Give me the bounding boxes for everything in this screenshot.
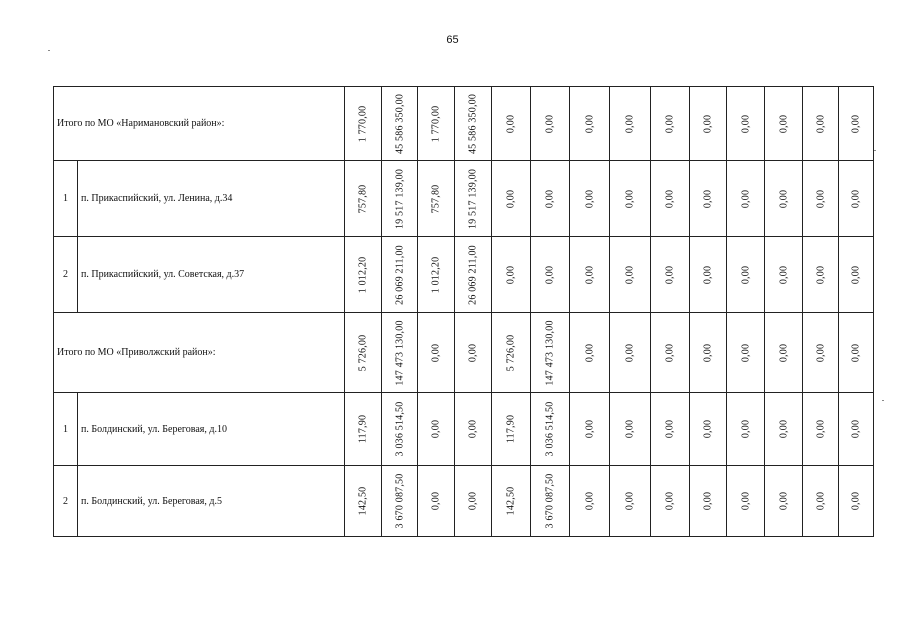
value-cell [610, 161, 651, 237]
value-text: 147 473 130,00 [394, 319, 405, 386]
value-cell [345, 87, 382, 161]
address-cell: п. Прикаспийский, ул. Ленина, д.34 [78, 161, 345, 237]
value-text: 0,00 [850, 343, 862, 362]
value-cell [492, 237, 531, 313]
value-cell [570, 466, 610, 537]
value-text: 3 670 087,50 [544, 473, 556, 529]
value-cell [492, 393, 531, 466]
value-text: 0,00 [702, 343, 714, 362]
table-row [54, 393, 874, 466]
value-cell [765, 393, 803, 466]
value-cell [690, 237, 727, 313]
value-cell [651, 313, 690, 393]
value-text: 19 517 139,00 [467, 168, 479, 229]
value-text: 0,00 [778, 189, 789, 208]
value-cell [492, 313, 531, 393]
scan-speck [874, 150, 876, 151]
value-text: 142,50 [357, 486, 369, 516]
value-text: 0,00 [430, 343, 442, 362]
value-cell [765, 313, 803, 393]
value-cell [531, 161, 570, 237]
value-text: 5 726,00 [357, 334, 369, 371]
value-cell [418, 87, 455, 161]
value-text: 3 036 514,50 [394, 401, 405, 457]
value-cell [492, 87, 531, 161]
value-text: 26 069 211,00 [394, 244, 405, 305]
value-cell [727, 313, 765, 393]
value-cell [570, 313, 610, 393]
value-text: 0,00 [740, 419, 751, 439]
value-text: 0,00 [740, 343, 751, 362]
value-text: 0,00 [815, 265, 826, 284]
value-text: 0,00 [544, 265, 556, 284]
value-text: 757,80 [357, 184, 369, 213]
value-cell [610, 313, 651, 393]
row-number: 1 [54, 393, 78, 466]
value-cell [382, 393, 418, 466]
value-cell [382, 466, 418, 537]
value-text: 0,00 [664, 114, 676, 133]
value-cell [839, 393, 874, 466]
value-cell [455, 393, 492, 466]
value-cell [727, 237, 765, 313]
value-cell [765, 237, 803, 313]
value-cell [727, 161, 765, 237]
value-cell [690, 313, 727, 393]
value-text: 3 670 087,50 [394, 473, 405, 529]
table-row [54, 466, 874, 537]
value-text: 0,00 [702, 491, 714, 511]
value-text: 0,00 [740, 114, 751, 133]
address-cell: п. Болдинский, ул. Береговая, д.5 [78, 466, 345, 537]
value-cell [570, 393, 610, 466]
value-text: 117,90 [505, 414, 517, 444]
total-row [54, 87, 874, 161]
value-cell [803, 313, 839, 393]
value-text: 1 770,00 [430, 105, 442, 142]
value-text: 0,00 [850, 491, 862, 511]
value-cell [455, 466, 492, 537]
value-cell [492, 466, 531, 537]
table-row [54, 237, 874, 313]
value-text: 0,00 [584, 419, 595, 439]
value-cell [727, 87, 765, 161]
value-text: 1 012,20 [430, 256, 442, 293]
value-cell [455, 87, 492, 161]
data-table [53, 86, 874, 537]
value-cell [345, 313, 382, 393]
value-text: 0,00 [778, 343, 789, 362]
value-cell [570, 237, 610, 313]
value-cell [839, 87, 874, 161]
value-text: 0,00 [815, 491, 826, 511]
value-text: 0,00 [430, 491, 442, 511]
value-text: 0,00 [702, 114, 714, 133]
value-text: 26 069 211,00 [467, 244, 479, 305]
value-text: 0,00 [584, 265, 595, 284]
value-cell [492, 161, 531, 237]
value-text: 117,90 [357, 414, 369, 444]
value-cell [382, 237, 418, 313]
value-text: 0,00 [850, 265, 862, 284]
value-cell [570, 87, 610, 161]
value-text: 5 726,00 [505, 334, 517, 371]
value-cell [651, 466, 690, 537]
value-text: 0,00 [815, 419, 826, 439]
value-text: 0,00 [850, 419, 862, 439]
value-text: 0,00 [778, 419, 789, 439]
value-text: 0,00 [467, 343, 479, 362]
value-text: 0,00 [664, 343, 676, 362]
value-text: 142,50 [505, 486, 517, 516]
value-cell [455, 161, 492, 237]
value-text: 0,00 [664, 265, 676, 284]
value-cell [610, 237, 651, 313]
value-cell [610, 393, 651, 466]
value-text: 0,00 [702, 189, 714, 208]
value-cell [382, 87, 418, 161]
value-text: 0,00 [505, 114, 517, 133]
value-text: 1 770,00 [357, 105, 369, 142]
value-text: 0,00 [624, 114, 636, 133]
value-text: 0,00 [815, 343, 826, 362]
value-text: 0,00 [740, 265, 751, 284]
value-cell [803, 466, 839, 537]
value-text: 0,00 [664, 419, 676, 439]
value-cell [727, 393, 765, 466]
row-number: 1 [54, 161, 78, 237]
value-text: 0,00 [740, 491, 751, 511]
row-number: 2 [54, 466, 78, 537]
value-cell [531, 237, 570, 313]
value-cell [839, 237, 874, 313]
value-text: 0,00 [467, 491, 479, 511]
value-cell [610, 87, 651, 161]
value-cell [803, 87, 839, 161]
value-text: 45 586 350,00 [394, 93, 405, 154]
scan-speck [48, 50, 50, 51]
value-text: 0,00 [624, 419, 636, 439]
address-cell: п. Прикаспийский, ул. Советская, д.37 [78, 237, 345, 313]
value-text: 0,00 [430, 419, 442, 439]
value-text: 0,00 [664, 189, 676, 208]
value-cell [803, 237, 839, 313]
value-cell [531, 393, 570, 466]
value-text: 0,00 [778, 114, 789, 133]
value-cell [345, 466, 382, 537]
value-cell [839, 313, 874, 393]
value-cell [455, 313, 492, 393]
value-text: 0,00 [624, 189, 636, 208]
value-cell [690, 466, 727, 537]
value-cell [531, 466, 570, 537]
value-text: 0,00 [740, 189, 751, 208]
value-cell [727, 466, 765, 537]
value-cell [570, 161, 610, 237]
value-cell [610, 466, 651, 537]
value-cell [690, 87, 727, 161]
total-label: Итого по МО «Наримановский район»: [54, 87, 345, 161]
value-text: 0,00 [584, 114, 595, 133]
value-cell [803, 161, 839, 237]
value-text: 0,00 [624, 491, 636, 511]
value-text: 0,00 [584, 189, 595, 208]
value-cell [418, 466, 455, 537]
value-text: 0,00 [505, 265, 517, 284]
value-text: 757,80 [430, 184, 442, 213]
value-cell [651, 161, 690, 237]
value-cell [690, 393, 727, 466]
value-cell [839, 466, 874, 537]
value-cell [531, 87, 570, 161]
scan-speck [882, 400, 884, 401]
value-text: 0,00 [467, 419, 479, 439]
value-cell [345, 161, 382, 237]
value-text: 0,00 [664, 491, 676, 511]
value-text: 147 473 130,00 [544, 319, 556, 386]
value-text: 0,00 [778, 265, 789, 284]
value-text: 19 517 139,00 [394, 168, 405, 229]
value-text: 0,00 [544, 114, 556, 133]
address-cell: п. Болдинский, ул. Береговая, д.10 [78, 393, 345, 466]
value-text: 0,00 [850, 189, 862, 208]
total-row [54, 313, 874, 393]
value-text: 0,00 [544, 189, 556, 208]
value-text: 0,00 [850, 114, 862, 133]
row-number: 2 [54, 237, 78, 313]
value-cell [765, 161, 803, 237]
value-cell [382, 313, 418, 393]
value-cell [765, 466, 803, 537]
value-text: 0,00 [778, 491, 789, 511]
value-cell [765, 87, 803, 161]
value-cell [651, 393, 690, 466]
value-cell [651, 87, 690, 161]
page-number: 65 [446, 34, 459, 46]
value-text: 0,00 [584, 343, 595, 362]
table-row [54, 161, 874, 237]
value-text: 0,00 [815, 114, 826, 133]
table-body [54, 87, 874, 537]
value-text: 0,00 [584, 491, 595, 511]
value-cell [345, 237, 382, 313]
value-cell [418, 393, 455, 466]
value-cell [803, 393, 839, 466]
value-cell [651, 237, 690, 313]
value-cell [839, 161, 874, 237]
value-cell [345, 393, 382, 466]
value-text: 0,00 [624, 343, 636, 362]
value-text: 0,00 [624, 265, 636, 284]
value-text: 0,00 [505, 189, 517, 208]
value-text: 1 012,20 [357, 256, 369, 293]
value-cell [418, 313, 455, 393]
value-text: 3 036 514,50 [544, 401, 556, 457]
value-cell [418, 237, 455, 313]
value-cell [531, 313, 570, 393]
value-cell [690, 161, 727, 237]
value-cell [418, 161, 455, 237]
total-label: Итого по МО «Приволжский район»: [54, 313, 345, 393]
value-text: 0,00 [702, 265, 714, 284]
value-cell [382, 161, 418, 237]
value-text: 45 586 350,00 [467, 93, 479, 154]
value-text: 0,00 [702, 419, 714, 439]
value-cell [455, 237, 492, 313]
value-text: 0,00 [815, 189, 826, 208]
